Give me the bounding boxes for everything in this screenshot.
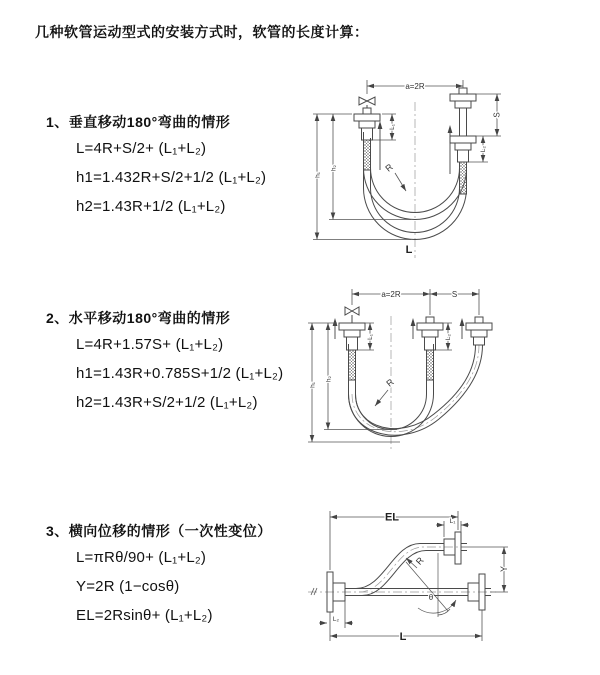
section-1-heading: 1、垂直移动180°弯曲的情形 xyxy=(46,114,231,130)
dim-label-l1: L₁ xyxy=(367,334,374,340)
dimension-lines xyxy=(319,511,508,641)
section-3-formula-L: L=πRθ/90+ (L₁+L₂) xyxy=(76,549,207,566)
diagram-vertical-180-bend xyxy=(305,70,575,265)
section-3-formula-EL: EL=2Rsinθ+ (L₁+L₂) xyxy=(76,607,213,624)
fitting-middle xyxy=(417,317,443,350)
dim-label-theta: θ xyxy=(428,593,434,602)
section-2-heading: 2、水平移动180°弯曲的情形 xyxy=(46,310,231,326)
fitting-left xyxy=(354,108,380,140)
dim-label-a2r: a=2R xyxy=(381,289,401,299)
section-2-formula-h1: h1=1.43R+0.785S+1/2 (L₁+L₂) xyxy=(76,365,284,382)
dim-label-r: R xyxy=(384,376,396,389)
diagram-horizontal-180-bend xyxy=(302,282,517,457)
section-2-formula-h2: h2=1.43R+S/2+1/2 (L₁+L₂) xyxy=(76,394,258,411)
hose-outline xyxy=(327,532,491,612)
dim-label-l2: L₂ xyxy=(445,333,452,341)
dim-label-h1: h₁ xyxy=(314,172,322,178)
dim-label-l: L xyxy=(399,631,407,643)
hose-outline xyxy=(339,307,492,437)
dim-label-r: R xyxy=(383,161,395,174)
break-mark xyxy=(311,588,317,595)
section-1-formula-h2: h2=1.43R+1/2 (L₁+L₂) xyxy=(76,198,226,215)
dim-label-l: L xyxy=(405,244,413,256)
dim-label-l1: L₁ xyxy=(389,124,396,130)
section-1-formula-L: L=4R+S/2+ (L₁+L₂) xyxy=(76,140,207,157)
dim-label-l1: L₁ xyxy=(449,518,456,525)
braid-left xyxy=(364,140,371,170)
braid-middle xyxy=(427,350,434,380)
section-1-formula-h1: h1=1.432R+S/2+1/2 (L₁+L₂) xyxy=(76,169,267,186)
dim-label-h2: h₂ xyxy=(330,164,338,172)
page-title: 几种软管运动型式的安装方式时，软管的长度计算： xyxy=(35,24,369,40)
dim-label-h1: h₁ xyxy=(309,382,317,388)
dim-label-y: Y xyxy=(499,565,509,573)
dim-label-l2: L₂ xyxy=(480,145,487,153)
braid-right xyxy=(460,162,467,194)
dim-label-s: S xyxy=(492,112,502,118)
dimension-lines xyxy=(308,289,479,442)
dim-label-el: EL xyxy=(384,511,400,524)
dimension-lines xyxy=(313,80,501,240)
dim-label-l2: L₂ xyxy=(332,616,340,623)
section-3-heading: 3、横向位移的情形（一次性变位） xyxy=(46,523,272,539)
valve-icon xyxy=(345,307,359,323)
construction-lines xyxy=(406,553,456,617)
dim-label-r: R xyxy=(413,555,426,567)
dim-label-a2r: a=2R xyxy=(405,81,425,91)
dim-label-s: S xyxy=(451,289,458,299)
fitting-right xyxy=(466,317,492,345)
fitting-left xyxy=(339,323,365,350)
section-3-formula-Y: Y=2R (1−cosθ) xyxy=(76,578,180,595)
braid-left xyxy=(349,350,356,380)
valve-icon xyxy=(359,97,375,108)
flange-top-right xyxy=(444,532,461,564)
fitting-right-lower xyxy=(450,136,476,162)
dim-label-h2: h₂ xyxy=(325,375,333,383)
centerline-curve xyxy=(359,547,461,592)
diagram-lateral-displacement xyxy=(300,495,600,663)
fitting-right-upper xyxy=(450,88,476,108)
section-2-formula-L: L=4R+1.57S+ (L₁+L₂) xyxy=(76,336,224,353)
